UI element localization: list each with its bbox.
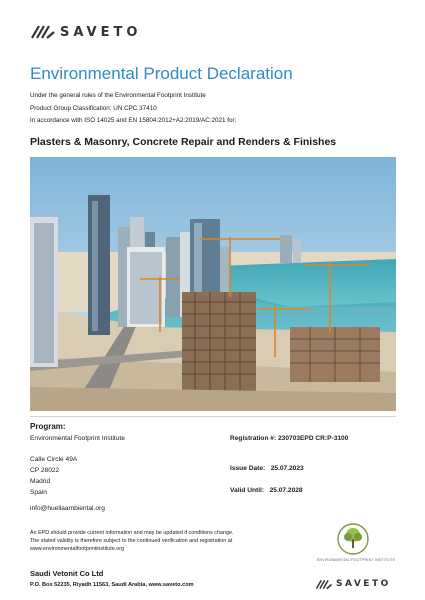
disclaimer-line: The stated validity is therefore subject to the continued verification and registration at: [30, 538, 233, 544]
company-address: P.O. Box 52235, Riyadh 11563, Saudi Arabia, www.saveto.com: [30, 582, 194, 588]
address-line: CP 28022: [30, 467, 60, 474]
seal-caption: ENVIRONMENTAL FOOTPRINT INSTITUTE: [316, 558, 396, 562]
intro-line: Product Group Classification: UN CPC 37410: [30, 104, 157, 112]
valid-until: [230, 487, 303, 494]
address-line: Madrid: [30, 478, 51, 485]
address-line: Calle Circle 49A: [30, 456, 78, 463]
program-email[interactable]: info@huellaambiental.org: [30, 505, 105, 512]
logo-wordmark: SAVETO: [336, 579, 391, 589]
hero-image: [30, 157, 396, 411]
saveto-logo-icon: [315, 579, 333, 590]
section-divider: [30, 416, 396, 417]
issue-date-label: Issue Date:: [230, 465, 266, 472]
address-line: Spain: [30, 489, 47, 496]
issue-date-value: 25.07.2023: [270, 465, 304, 472]
registration-value: 230703EPD CR:P-3100: [278, 435, 349, 442]
intro-text: [30, 90, 236, 128]
valid-until-label: Valid Until:: [230, 487, 265, 494]
page-title: Environmental Product Declaration: [30, 64, 293, 83]
program-label: Program:: [30, 422, 66, 431]
program-name: Environmental Footprint Institute: [30, 435, 125, 442]
valid-until-value: 25.07.2028: [269, 487, 303, 494]
issue-date: [230, 465, 304, 472]
intro-line: Under the general rules of the Environmental Footprint Institute: [30, 92, 206, 99]
tree-seal-icon: [328, 522, 378, 556]
program-address: [30, 454, 77, 498]
disclaimer-line: An EPD should provide current information and may be updated if conditions change.: [30, 530, 234, 536]
registration-label: Registration #:: [230, 435, 277, 442]
saveto-logo-footer: [315, 576, 405, 592]
logo-wordmark: SAVETO: [60, 24, 142, 40]
saveto-logo: [30, 20, 155, 44]
saveto-logo-icon: [30, 24, 56, 40]
intro-line: In accordance with ISO 14025 and EN 15804:2012+A2:2019/AC:2021 for:: [30, 117, 237, 124]
disclaimer-text: [30, 529, 300, 553]
disclaimer-line[interactable]: www.environmentalfootprintinstitute.org: [30, 546, 125, 552]
registration-number: [230, 435, 348, 442]
company-name: Saudi Vetonit Co Ltd: [30, 569, 104, 578]
product-subtitle: Plasters & Masonry, Concrete Repair and Renders & Finishes: [30, 136, 337, 148]
